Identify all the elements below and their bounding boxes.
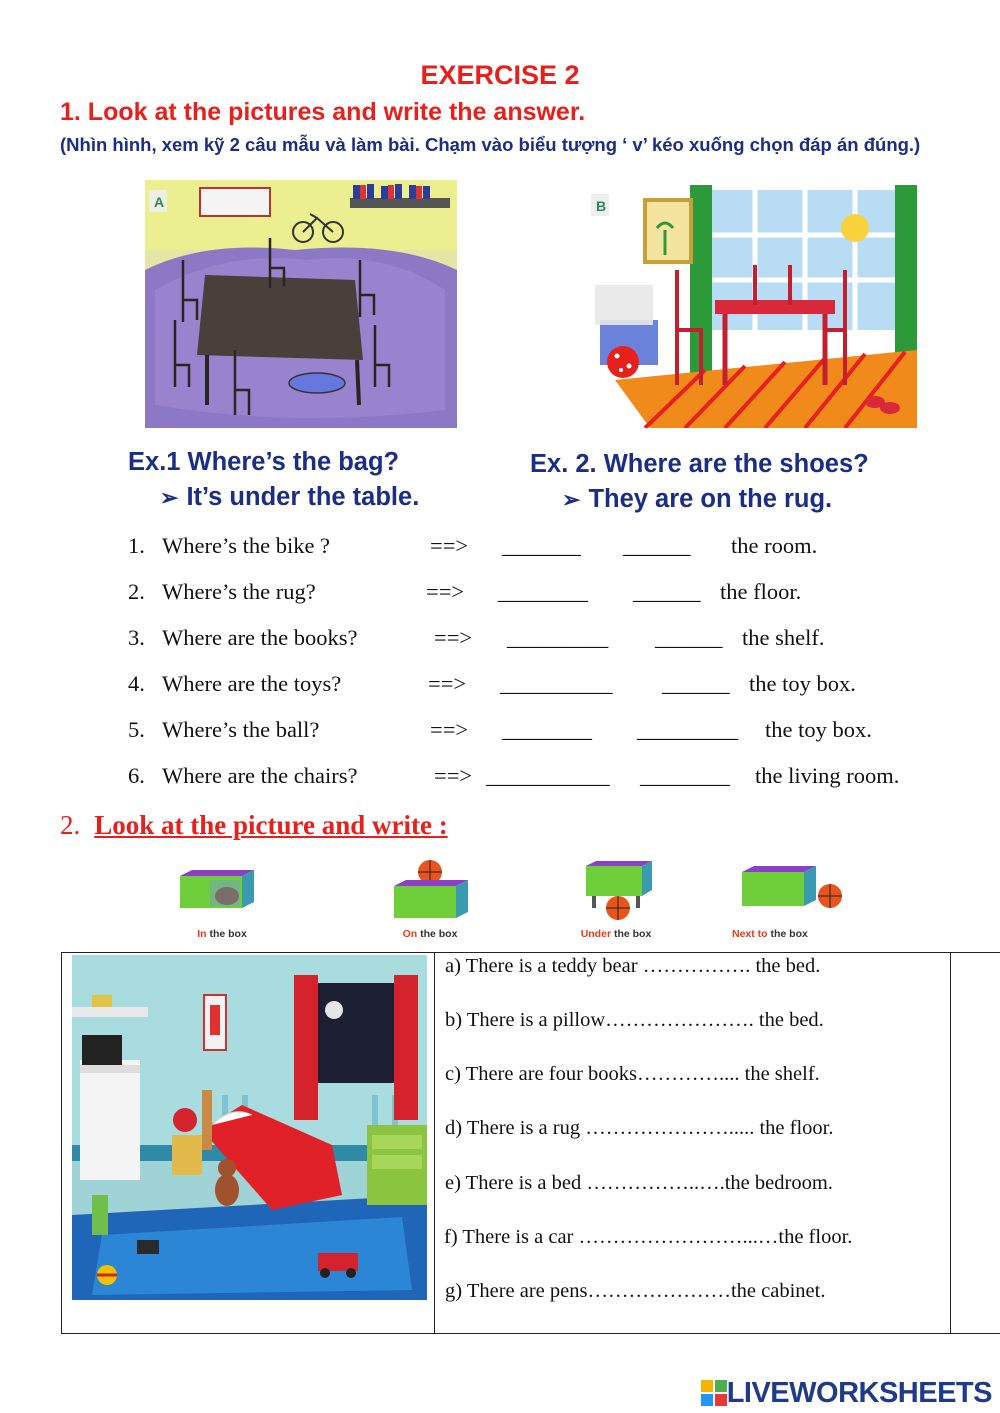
preposition-word: In: [197, 928, 207, 940]
answer-blank-1[interactable]: __________: [500, 671, 613, 696]
answer-blank-2[interactable]: ______: [662, 671, 730, 696]
arrow-text: ==>: [430, 717, 469, 742]
sentence-c[interactable]: c) There are four books………….... the shelf.: [445, 1063, 820, 1085]
table-border: [950, 953, 951, 1333]
question-ending: the room.: [731, 533, 818, 558]
question-text: Where are the toys?: [162, 671, 342, 696]
answer-blank-2[interactable]: ______: [655, 625, 723, 650]
preposition-in-figure: [172, 858, 272, 940]
preposition-caption: [732, 928, 862, 940]
question-text: Where are the chairs?: [162, 763, 358, 788]
answer-blank-2[interactable]: ________: [640, 763, 730, 788]
example-1-answer-row: [160, 483, 419, 512]
liveworksheets-logo-icon: [701, 1380, 727, 1406]
picture-a-label: A: [154, 194, 165, 210]
box-icon: [172, 858, 272, 923]
picture-b: [585, 180, 917, 428]
answer-blank-1[interactable]: ________: [498, 579, 588, 604]
section-number: 2.: [60, 810, 81, 840]
question-ending: the living room.: [755, 763, 900, 788]
instruction: 1. Look at the pictures and write the answer.: [60, 98, 586, 126]
box-icon: [730, 858, 860, 923]
room-pictures: [145, 180, 917, 428]
question-ending: the toy box.: [749, 671, 856, 696]
preposition-caption: [566, 928, 666, 940]
liveworksheets-logo: [701, 1376, 992, 1410]
arrow-text: ==>: [434, 625, 473, 650]
arrow-text: ==>: [428, 671, 467, 696]
question-number: 6.: [128, 763, 145, 788]
preposition-caption: [172, 928, 272, 940]
question-text: Where’s the bike ?: [162, 533, 331, 558]
picture-a: [145, 180, 457, 428]
question-ending: the floor.: [720, 579, 802, 604]
table-border: [61, 953, 62, 1333]
arrow-text: ==>: [430, 533, 469, 558]
question-number: 3.: [128, 625, 145, 650]
section-title: Look at the picture and write :: [94, 810, 448, 840]
preposition-next-to-figure: [730, 858, 860, 940]
answer-blank-1[interactable]: _________: [507, 625, 609, 650]
example-2-answer: They are on the rug.: [588, 485, 833, 513]
picture-b-label: B: [596, 198, 607, 214]
section-2-heading: [60, 810, 448, 841]
example-2-question: Ex. 2. Where are the shoes?: [530, 450, 869, 478]
sentence-g[interactable]: g) There are pens…………………the cabinet.: [445, 1280, 826, 1302]
table-border: [434, 953, 435, 1333]
answer-blank-1[interactable]: _______: [502, 533, 581, 558]
question-text: Where’s the ball?: [162, 717, 320, 742]
arrow-bullet-icon: ➢: [160, 485, 179, 510]
sentence-a[interactable]: a) There is a teddy bear ……………. the bed.: [445, 955, 821, 977]
box-icon: [380, 858, 480, 928]
answer-blank-2[interactable]: _________: [637, 717, 739, 742]
example-2-answer-row: [562, 485, 832, 514]
sentence-f[interactable]: f) There is a car ……………………...…the floor.: [444, 1226, 853, 1248]
answer-blank-1[interactable]: ________: [502, 717, 592, 742]
question-ending: the shelf.: [742, 625, 825, 650]
preposition-word: Next to: [732, 928, 768, 940]
arrow-bullet-icon: ➢: [562, 487, 581, 512]
sentence-e[interactable]: e) There is a bed ……………..….the bedroom.: [445, 1172, 833, 1194]
example-1-answer: It’s under the table.: [186, 483, 420, 511]
preposition-word: On: [402, 928, 418, 940]
question-number: 4.: [128, 671, 145, 696]
preposition-caption: [380, 928, 480, 940]
preposition-rest: the box: [417, 928, 458, 940]
preposition-rest: the box: [611, 928, 652, 940]
question-number: 2.: [128, 579, 145, 604]
question-text: Where are the books?: [162, 625, 358, 650]
preposition-rest: the box: [206, 928, 247, 940]
answer-blank-2[interactable]: ______: [633, 579, 701, 604]
logo-text: LIVEWORKSHEETS: [726, 1376, 992, 1409]
question-number: 1.: [128, 533, 145, 558]
example-1-question: Ex.1 Where’s the bag?: [128, 448, 400, 476]
answer-blank-1[interactable]: ___________: [486, 763, 610, 788]
preposition-on-figure: [380, 858, 480, 940]
preposition-under-figure: [566, 858, 666, 940]
preposition-rest: the box: [767, 928, 808, 940]
question-number: 5.: [128, 717, 145, 742]
preposition-word: Under: [580, 928, 612, 940]
answer-blank-2[interactable]: ______: [623, 533, 691, 558]
question-ending: the toy box.: [765, 717, 872, 742]
exercise-title: EXERCISE 2: [420, 60, 580, 90]
sentence-d[interactable]: d) There is a rug …………………..... the floor.: [445, 1117, 834, 1139]
arrow-text: ==>: [426, 579, 465, 604]
box-icon: [566, 858, 666, 928]
sentence-b[interactable]: b) There is a pillow…………………. the bed.: [445, 1009, 824, 1031]
arrow-text: ==>: [434, 763, 473, 788]
instruction-vietnamese: (Nhìn hình, xem kỹ 2 câu mẫu và làm bài. Chạm vào biểu tượng ‘ v’ kéo xuống chọn đáp án đúng.): [60, 134, 921, 155]
bedroom-picture: [72, 955, 427, 1300]
question-text: Where’s the rug?: [162, 579, 316, 604]
